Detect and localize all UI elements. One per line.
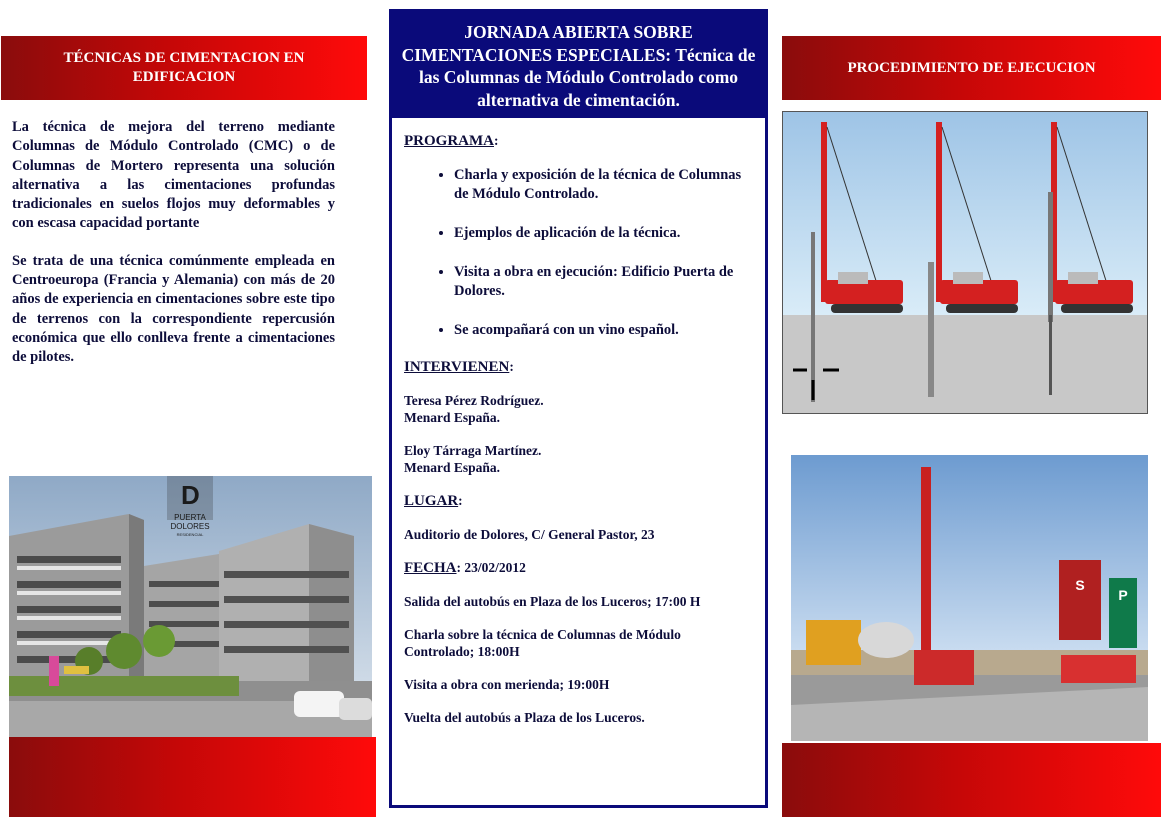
list-item: • Se acompañará con un vino español.: [454, 321, 753, 340]
right-bottom-banner: [782, 743, 1161, 817]
procedure-diagram: [782, 111, 1148, 414]
right-banner: [782, 36, 1161, 100]
programa-label: PROGRAMA: [404, 133, 494, 149]
schedule-item: Vuelta del autobús a Plaza de los Luceros.: [404, 710, 645, 725]
drilling-rig-illustration: [783, 112, 1147, 413]
lugar-value: Auditorio de Dolores, C/ General Pastor, 23: [404, 527, 655, 542]
building-render-photo: [9, 476, 372, 738]
schedule-item: Charla sobre la técnica de Columnas de Módulo Controlado; 18:00H: [404, 627, 681, 659]
list-item: • Charla y exposición de la técnica de Columnas de Módulo Controlado.: [454, 166, 753, 204]
programa-list: [404, 166, 753, 340]
construction-site-illustration: [791, 455, 1148, 741]
list-item: • Ejemplos de aplicación de la técnica.: [454, 224, 753, 243]
sign-letter-s: S: [1075, 577, 1085, 593]
left-banner-title: TÉCNICAS DE CIMENTACION EN EDIFICACION: [63, 50, 305, 85]
center-title-block: [392, 12, 765, 118]
left-paragraph: Se trata de una técnica comúnmente empleada en Centroeuropa (Francia y Alemania) con más de 20 años de experiencia en cimentaciones sobre este tipo de terrenos con la correspondiente repercusión económica que ello conlleva frente a cimentaciones de pilotes.: [12, 252, 335, 366]
left-banner: [1, 36, 367, 100]
speaker: [404, 392, 753, 426]
left-intro-text: [12, 118, 335, 386]
left-bottom-banner: [9, 737, 376, 817]
logo-line1: PUERTA: [174, 513, 206, 522]
logo-line3: RESIDENCIAL: [176, 532, 204, 537]
intervienen-label: INTERVIENEN: [404, 359, 510, 375]
fecha-label: FECHA: [404, 560, 457, 576]
sign-letter-p: P: [1118, 587, 1128, 603]
speaker-name: Eloy Tárraga Martínez.: [404, 443, 542, 458]
list-item: • Visita a obra en ejecución: Edificio Puerta de Dolores.: [454, 263, 753, 301]
schedule-item: Salida del autobús en Plaza de los Luceros; 17:00 H: [404, 594, 701, 609]
schedule-item: Visita a obra con merienda; 19:00H: [404, 677, 610, 692]
center-panel: [389, 9, 768, 808]
building-render-illustration: [9, 476, 372, 738]
fecha-value: 23/02/2012: [464, 560, 526, 575]
right-banner-title: PROCEDIMIENTO DE EJECUCION: [847, 59, 1096, 76]
logo-letter: D: [181, 480, 200, 510]
center-body: PROGRAMA: • Charla y exposición de la técnica de Columnas de Módulo Controlado. • Ejemplos de aplicación de la técnica. • Visita a obra en ejecución: Edificio Puerta de Dolores. • Se acompañará con un vino español. INTERVIENEN: Teresa Pérez Rodríguez. Menard España. Eloy Tárraga Martínez. Menard España. LUGAR: Auditorio de Dolores, C/ General Pastor, 23 FECHA: 23/02/2012 Salida del autobús en Plaza de los Luceros; 17:00 H Charla sobre la técnica de Columnas de Módulo Controlado; 18:00H Visita a obra con merienda; 19:00H Vuelta del autobús a Plaza de los Luceros.: [392, 118, 765, 726]
center-title: JORNADA ABIERTA SOBRE CIMENTACIONES ESPECIALES: Técnica de las Columnas de Módulo Controlado como alternativa de cimentación.: [401, 22, 756, 110]
speaker-company: Menard España.: [404, 460, 501, 475]
speaker: [404, 442, 753, 476]
logo-line2: DOLORES: [170, 522, 210, 531]
lugar-label: LUGAR: [404, 493, 459, 509]
speaker-company: Menard España.: [404, 410, 501, 425]
speaker-name: Teresa Pérez Rodríguez.: [404, 393, 544, 408]
left-paragraph: La técnica de mejora del terreno mediante Columnas de Módulo Controlado (CMC) o de Columnas de Mortero representa una solución alternativa a las cimentaciones profundas tradicionales en suelos flojos muy deformables y con escasa capacidad portante: [12, 119, 335, 232]
construction-site-photo: [791, 455, 1148, 741]
